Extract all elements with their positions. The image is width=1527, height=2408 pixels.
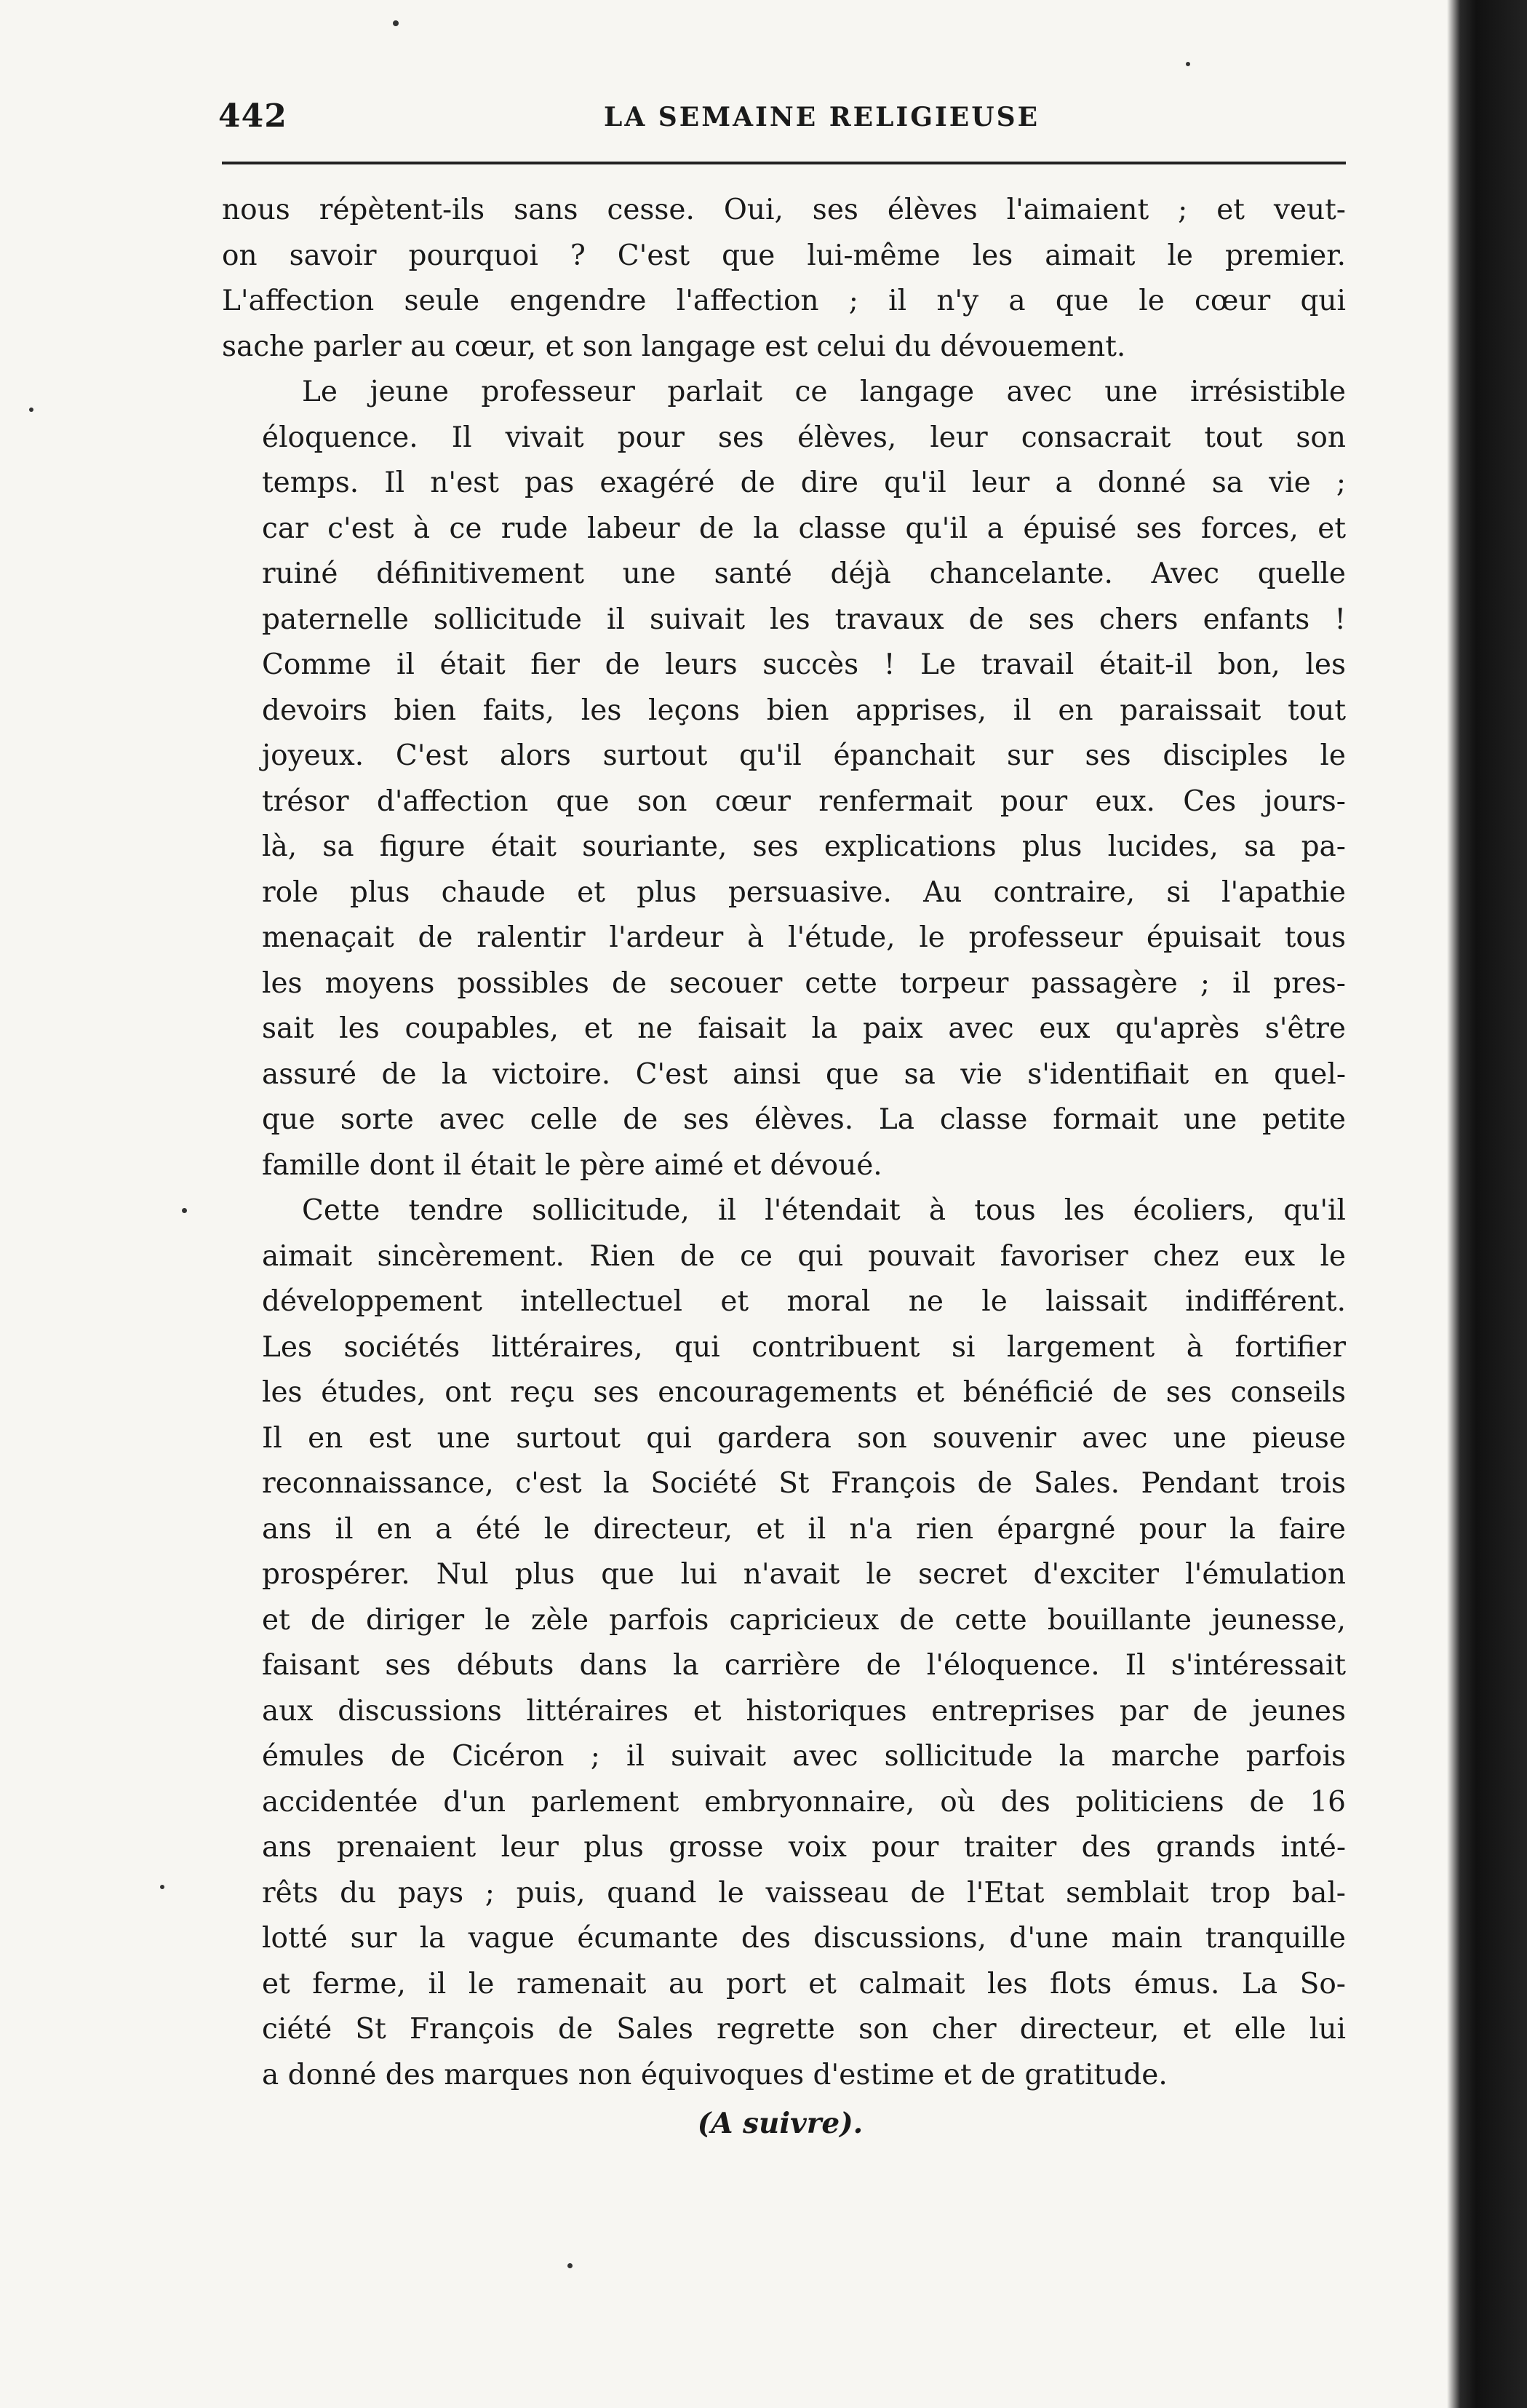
paragraph	[222, 188, 1346, 370]
header-rule	[222, 162, 1346, 164]
text-line: L'affection seule engendre l'affection ; il n'y a que le cœur qui	[222, 285, 1346, 317]
text-line: et de diriger le zèle parfois capricieux de cette bouillante jeunesse,	[262, 1603, 1346, 1637]
print-speck	[393, 20, 399, 26]
text-line: lotté sur la vague écumante des discussions, d'une main tranquille	[262, 1922, 1346, 1955]
print-speck	[1186, 62, 1190, 66]
running-title: LA SEMAINE RELIGIEUSE	[604, 102, 1040, 132]
paragraph	[222, 370, 1346, 1188]
text-line: ans il en a été le directeur, et il n'a rien épargné pour la faire	[262, 1512, 1346, 1546]
article-body	[222, 188, 1346, 2098]
text-line: joyeux. C'est alors surtout qu'il épanchait sur ses disciples le	[262, 739, 1346, 772]
text-line: accidentée d'un parlement embryonnaire, où des politiciens de 16	[262, 1785, 1346, 1819]
print-speck	[29, 408, 33, 412]
text-line: là, sa figure était souriante, ses explications plus lucides, sa pa-	[262, 830, 1346, 863]
text-line: et ferme, il le ramenait au port et calmait les flots émus. La So-	[262, 1967, 1346, 2000]
text-line: que sorte avec celle de ses élèves. La classe formait une petite	[262, 1103, 1346, 1136]
text-line: trésor d'affection que son cœur renfermait pour eux. Ces jours-	[262, 784, 1346, 818]
print-speck	[160, 1885, 164, 1889]
text-line: nous répètent-ils sans cesse. Oui, ses élèves l'aimaient ; et veut-	[222, 194, 1346, 226]
text-line: Les sociétés littéraires, qui contribuent si largement à fortifier	[262, 1330, 1346, 1364]
text-line: aux discussions littéraires et historiques entreprises par de jeunes	[262, 1694, 1346, 1728]
page-number: 442	[218, 98, 287, 135]
text-line: paternelle sollicitude il suivait les travaux de ses chers enfants !	[262, 603, 1346, 636]
text-line: devoirs bien faits, les leçons bien apprises, il en paraissait tout	[262, 694, 1346, 727]
text-line: menaçait de ralentir l'ardeur à l'étude, le professeur épuisait tous	[262, 921, 1346, 954]
print-speck	[182, 1208, 187, 1213]
continuation-note: (A suivre).	[697, 2107, 864, 2140]
text-line: émules de Cicéron ; il suivait avec sollicitude la marche parfois	[262, 1740, 1346, 1773]
text-line: rêts du pays ; puis, quand le vaisseau de l'Etat semblait trop bal-	[262, 1876, 1346, 1910]
text-line: Le jeune professeur parlait ce langage avec une irrésistible	[302, 375, 1346, 408]
text-line: car c'est à ce rude labeur de la classe qu'il a épuisé ses forces, et	[262, 512, 1346, 545]
text-line: aimait sincèrement. Rien de ce qui pouvait favoriser chez eux le	[262, 1239, 1346, 1273]
text-line: les études, ont reçu ses encouragements et bénéficié de ses conseils	[262, 1376, 1346, 1409]
text-line: temps. Il n'est pas exagéré de dire qu'il leur a donné sa vie ;	[262, 466, 1346, 499]
text-line: role plus chaude et plus persuasive. Au contraire, si l'apathie	[262, 875, 1346, 909]
text-line: éloquence. Il vivait pour ses élèves, leur consacrait tout son	[262, 421, 1346, 454]
text-line: assuré de la victoire. C'est ainsi que sa vie s'identifiait en quel-	[262, 1057, 1346, 1091]
print-speck	[567, 2263, 573, 2268]
text-line: Comme il était fier de leurs succès ! Le travail était-il bon, les	[262, 648, 1346, 681]
text-line: famille dont il était le père aimé et dévoué.	[262, 1148, 882, 1182]
text-line: Cette tendre sollicitude, il l'étendait à tous les écoliers, qu'il	[302, 1194, 1346, 1227]
text-line: a donné des marques non équivoques d'estime et de gratitude.	[262, 2058, 1168, 2091]
text-line: on savoir pourquoi ? C'est que lui-même les aimait le premier.	[222, 239, 1346, 272]
book-binding-shadow	[1447, 0, 1527, 2408]
text-line: développement intellectuel et moral ne le laissait indifférent.	[262, 1285, 1346, 1318]
text-line: faisant ses débuts dans la carrière de l'éloquence. Il s'intéressait	[262, 1649, 1346, 1682]
page-header	[218, 86, 1346, 144]
text-line: ciété St François de Sales regrette son cher directeur, et elle lui	[262, 2013, 1346, 2046]
text-line: reconnaissance, c'est la Société St François de Sales. Pendant trois	[262, 1467, 1346, 1500]
text-line: les moyens possibles de secouer cette torpeur passagère ; il pres-	[262, 966, 1346, 1000]
paragraph	[222, 1188, 1346, 2098]
text-line: sache parler au cœur, et son langage est celui du dévouement.	[222, 330, 1126, 363]
text-line: sait les coupables, et ne faisait la paix avec eux qu'après s'être	[262, 1012, 1346, 1045]
text-line: prospérer. Nul plus que lui n'avait le secret d'exciter l'émulation	[262, 1558, 1346, 1591]
text-line: Il en est une surtout qui gardera son souvenir avec une pieuse	[262, 1421, 1346, 1455]
text-line: ans prenaient leur plus grosse voix pour traiter des grands inté-	[262, 1831, 1346, 1864]
text-line: ruiné définitivement une santé déjà chancelante. Avec quelle	[262, 557, 1346, 590]
